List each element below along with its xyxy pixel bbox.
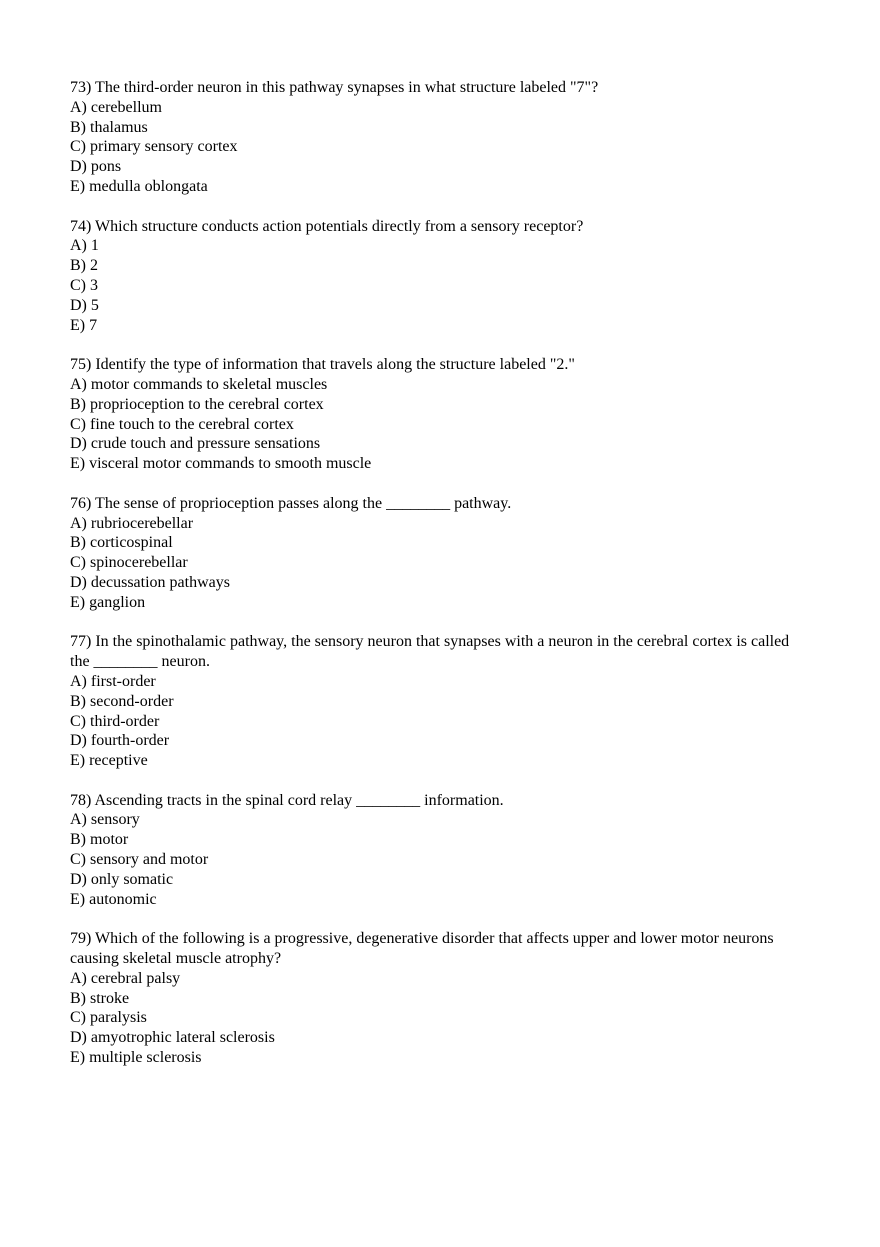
question-text: 77) In the spinothalamic pathway, the sensory neuron that synapses with a neuron in the cerebral cortex is called the ________ neuron. [70, 633, 790, 671]
answer-option: D) decussation pathways [70, 573, 230, 591]
answer-option: B) corticospinal [70, 534, 173, 552]
answer-option: D) amyotrophic lateral sclerosis [70, 1029, 275, 1047]
answer-option: E) receptive [70, 752, 148, 770]
question-block [70, 929, 795, 1068]
answer-option: E) 7 [70, 316, 98, 334]
question-text: 75) Identify the type of information that travels along the structure labeled "2." [70, 356, 575, 374]
question-text: 73) The third-order neuron in this pathway synapses in what structure labeled "7"? [70, 79, 599, 96]
document-page [70, 78, 795, 1088]
answer-option: A) first-order [70, 672, 156, 690]
answer-option: C) sensory and motor [70, 851, 209, 869]
answer-option: D) 5 [70, 296, 99, 314]
answer-option: A) cerebral palsy [70, 969, 181, 987]
answer-option: C) 3 [70, 276, 98, 294]
answer-option: B) proprioception to the cerebral cortex [70, 395, 324, 413]
question-block [70, 494, 795, 613]
answer-option: B) motor [70, 831, 129, 849]
question-text: 79) Which of the following is a progressive, degenerative disorder that affects upper and lower motor neurons causing skeletal muscle atrophy? [70, 930, 774, 968]
answer-option: E) visceral motor commands to smooth muscle [70, 455, 372, 473]
answer-option: E) autonomic [70, 890, 157, 908]
answer-option: C) paralysis [70, 1009, 147, 1027]
answer-option: C) third-order [70, 712, 160, 730]
answer-option: D) only somatic [70, 870, 174, 888]
answer-option: A) sensory [70, 811, 140, 829]
answer-option: D) pons [70, 158, 122, 176]
answer-option: E) medulla oblongata [70, 177, 208, 195]
answer-option: C) spinocerebellar [70, 554, 188, 572]
answer-option: C) primary sensory cortex [70, 138, 238, 156]
answer-option: A) motor commands to skeletal muscles [70, 375, 328, 393]
question-block [70, 791, 795, 910]
answer-option: E) ganglion [70, 593, 146, 611]
question-block [70, 355, 795, 474]
question-text: 76) The sense of proprioception passes along the ________ pathway. [70, 494, 512, 512]
question-block [70, 632, 795, 771]
answer-option: B) thalamus [70, 118, 148, 136]
answer-option: D) fourth-order [70, 732, 170, 750]
answer-option: E) multiple sclerosis [70, 1049, 202, 1067]
answer-option: C) fine touch to the cerebral cortex [70, 415, 294, 433]
question-text: 74) Which structure conducts action potentials directly from a sensory receptor? [70, 217, 584, 235]
answer-option: B) second-order [70, 692, 174, 710]
answer-option: A) cerebellum [70, 98, 162, 116]
question-text: 78) Ascending tracts in the spinal cord relay ________ information. [70, 791, 504, 809]
answer-option: B) stroke [70, 989, 130, 1007]
answer-option: D) crude touch and pressure sensations [70, 435, 321, 453]
answer-option: A) 1 [70, 237, 99, 255]
question-block [70, 217, 795, 336]
answer-option: B) 2 [70, 257, 98, 275]
answer-option: A) rubriocerebellar [70, 514, 194, 532]
question-block [70, 78, 795, 197]
